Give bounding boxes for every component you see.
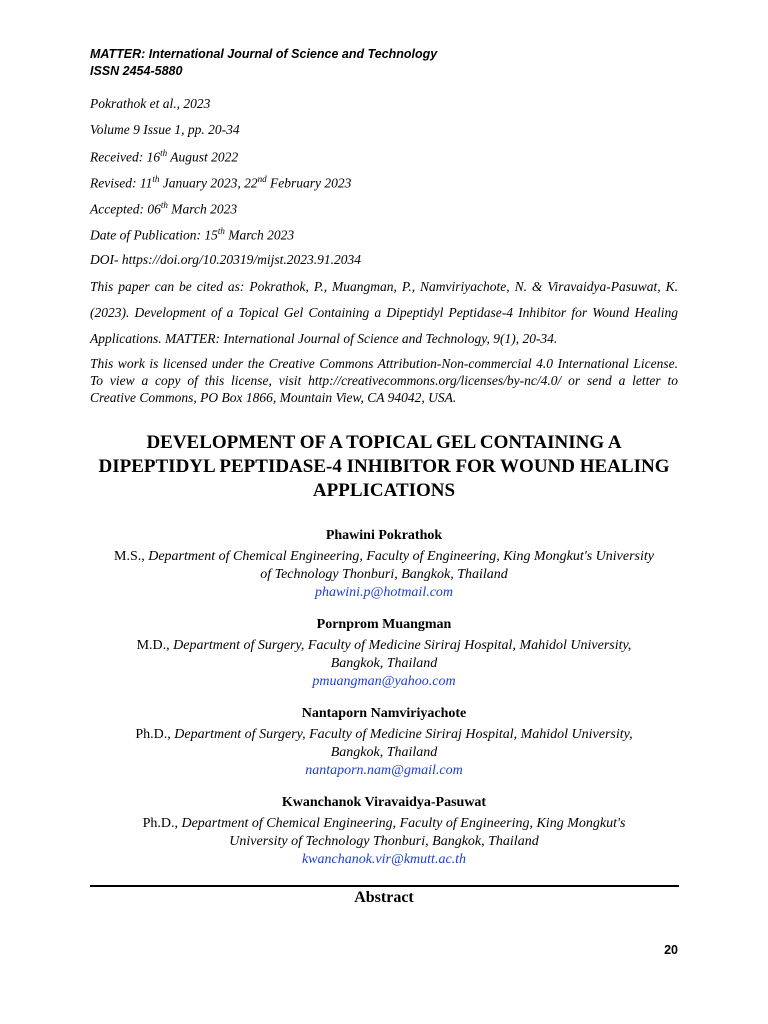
journal-issn: ISSN 2454-5880 [90, 64, 183, 78]
meta-accepted [90, 200, 678, 218]
author-degree: M.S., [114, 549, 149, 564]
accepted-prefix: Accepted: 06 [90, 201, 161, 217]
author-name: Kwanchanok Viravaidya-Pasuwat [281, 795, 487, 810]
affiliation-line1: Department of Chemical Engineering, Faculty of Engineering, King Mongkut's [181, 816, 626, 831]
publication-suffix: March 2023 [224, 227, 295, 243]
journal-name: MATTER: International Journal of Science and Technology [90, 47, 438, 61]
author-email-link[interactable]: phawini.p@hotmail.com [314, 585, 454, 600]
author-block [90, 527, 678, 602]
author-email-link[interactable]: kwanchanok.vir@kmutt.ac.th [301, 852, 467, 867]
author-name: Pornprom Muangman [316, 617, 452, 632]
received-suffix: August 2022 [167, 149, 239, 165]
journal-header [90, 46, 437, 80]
affiliation-line2: Bangkok, Thailand [330, 745, 438, 760]
revised-prefix: Revised: 11 [90, 175, 153, 191]
author-block [90, 794, 678, 869]
author-name: Phawini Pokrathok [325, 528, 443, 543]
affiliation-line2: University of Technology Thonburi, Bangkok, Thailand [229, 834, 539, 849]
publication-prefix: Date of Publication: 15 [90, 227, 218, 243]
author-affiliation [90, 637, 678, 673]
author-affiliation [90, 815, 678, 851]
affiliation-line1: Department of Chemical Engineering, Faculty of Engineering, King Mongkut's University [148, 549, 654, 564]
abstract-heading: Abstract [354, 889, 414, 906]
meta-volume: Volume 9 Issue 1, pp. 20-34 [90, 122, 240, 137]
page-number: 20 [664, 943, 678, 957]
accepted-suffix: March 2023 [167, 201, 238, 217]
accepted-sup: th [160, 200, 168, 210]
revised-suffix: February 2023 [266, 175, 352, 191]
paper-title: DEVELOPMENT OF A TOPICAL GEL CONTAINING A DIPEPTIDYL PEPTIDASE-4 INHIBITOR FOR WOUND HEALING APPLICATIONS [98, 432, 670, 501]
affiliation-line1: Department of Surgery, Faculty of Medicine Siriraj Hospital, Mahidol University, [173, 638, 632, 653]
license-text: This work is licensed under the Creative Commons Attribution-Non-commercial 4.0 International License. To view a copy of this license, visit http://creativecommons.org/licenses/by-nc/4.0/ or send a letter to Creative Commons, PO Box 1866, Mountain View, CA 94042, USA. [90, 356, 678, 405]
affiliation-line2: of Technology Thonburi, Bangkok, Thailand [260, 567, 508, 582]
meta-doi: DOI- https://doi.org/10.20319/mijst.2023.91.2034 [90, 252, 362, 267]
citation-text: This paper can be cited as: Pokrathok, P., Muangman, P., Namviriyachote, N. & Viravaidya-Pasuwat, K. (2023). Development of a Topical Gel Containing a Dipeptidyl Peptidase-4 Inhibitor for Wound Healing Applications. MATTER: International Journal of Science and Technology, 9(1), 20-34. [90, 279, 678, 346]
received-sup: th [160, 148, 168, 158]
meta-revised [90, 174, 678, 192]
author-name: Nantaporn Namviriyachote [301, 706, 467, 721]
author-block [90, 705, 678, 780]
revised-sup1: th [152, 174, 160, 184]
author-block [90, 616, 678, 691]
publication-sup: th [217, 226, 225, 236]
revised-mid: January 2023, 22 [159, 175, 258, 191]
author-degree: Ph.D., [135, 727, 175, 742]
author-affiliation [90, 548, 678, 584]
affiliation-line1: Department of Surgery, Faculty of Medicine Siriraj Hospital, Mahidol University, [174, 727, 633, 742]
revised-sup2: nd [257, 174, 267, 184]
meta-publication [90, 226, 678, 244]
meta-received [90, 148, 678, 166]
author-degree: M.D., [136, 638, 174, 653]
affiliation-line2: Bangkok, Thailand [330, 656, 438, 671]
received-prefix: Received: 16 [90, 149, 161, 165]
meta-authors-short: Pokrathok et al., 2023 [90, 96, 211, 111]
section-divider [90, 885, 679, 887]
author-email-link[interactable]: pmuangman@yahoo.com [312, 674, 456, 689]
author-degree: Ph.D., [142, 816, 182, 831]
author-affiliation [90, 726, 678, 762]
author-email-link[interactable]: nantaporn.nam@gmail.com [305, 763, 463, 778]
